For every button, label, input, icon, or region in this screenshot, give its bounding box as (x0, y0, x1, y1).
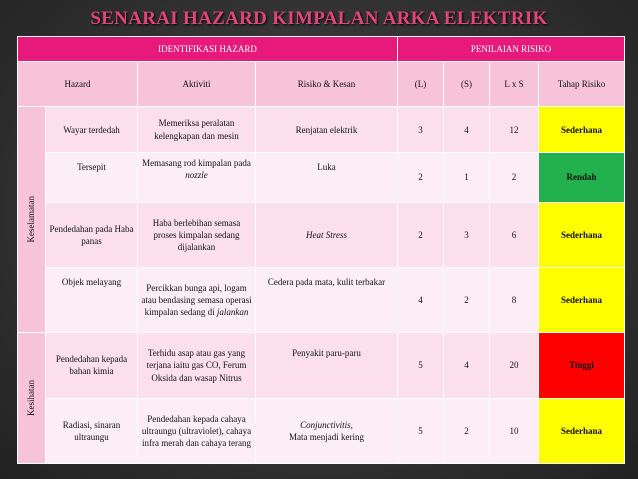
activity-cell: Memeriksa peralatan kelengkapan dan mesin (138, 107, 256, 153)
risk-level-cell: Tinggi (539, 333, 625, 398)
activity-cell (138, 153, 256, 202)
column-risk: Risiko & Kesan (256, 62, 398, 107)
lxs-cell: 8 (490, 267, 539, 332)
lxs-cell: 6 (490, 202, 539, 267)
s-cell: 1 (444, 153, 490, 202)
risk-level-cell: Rendah (539, 153, 625, 202)
l-cell: 5 (398, 333, 444, 398)
table-row (18, 153, 625, 202)
table-row (18, 267, 625, 332)
risk-level-cell: Sederhana (539, 202, 625, 267)
s-cell: 3 (444, 202, 490, 267)
header-assessment: PENILAIAN RISIKO (398, 37, 625, 62)
s-cell: 2 (444, 267, 490, 332)
risk-level-cell: Sederhana (539, 267, 625, 332)
l-cell: 2 (398, 153, 444, 202)
risk-level-cell: Sederhana (539, 398, 625, 463)
activity-text: Memasang rod kimpalan pada (142, 158, 251, 169)
hazard-cell: Tersepit (46, 153, 138, 202)
risk-text-italic: Conjunctivitis, (300, 419, 353, 430)
hazard-cell: Pendedahan kepada bahan kimia (46, 333, 138, 398)
hazard-cell: Wayar terdedah (46, 107, 138, 153)
s-cell: 2 (444, 398, 490, 463)
table-row (18, 333, 625, 398)
hazard-cell: Radiasi, sinaran ultraungu (46, 398, 138, 463)
l-cell: 4 (398, 267, 444, 332)
risk-cell (256, 398, 398, 463)
table-row (18, 398, 625, 463)
category-safety-label: Keselamatan (26, 196, 37, 243)
l-cell: 3 (398, 107, 444, 153)
risk-text: Mata menjadi kering (289, 431, 364, 442)
activity-cell (138, 267, 256, 332)
table-row (18, 202, 625, 267)
lxs-cell: 20 (490, 333, 539, 398)
s-cell: 4 (444, 107, 490, 153)
lxs-cell: 2 (490, 153, 539, 202)
column-activity: Aktiviti (138, 62, 256, 107)
hazard-cell: Objek melayang (46, 267, 138, 332)
header-group-row (18, 37, 625, 62)
l-cell: 2 (398, 202, 444, 267)
risk-cell: Cedera pada mata, kulit terbakar (256, 267, 398, 332)
table-row (18, 107, 625, 153)
category-health (18, 333, 46, 464)
lxs-cell: 12 (490, 107, 539, 153)
column-level: Tahap Risiko (539, 62, 625, 107)
column-lxs: L x S (490, 62, 539, 107)
header-column-row (18, 62, 625, 107)
risk-cell: Renjatan elektrik (256, 107, 398, 153)
column-hazard: Hazard (18, 62, 138, 107)
activity-text-italic: nozzle (185, 170, 208, 181)
lxs-cell: 10 (490, 398, 539, 463)
category-health-label: Kesihatan (26, 380, 37, 417)
category-safety (18, 107, 46, 333)
column-l: (L) (398, 62, 444, 107)
activity-cell: Pendedahan kepada cahaya ultraungu (ultraviolet), cahaya infra merah dan cahaya terang (138, 398, 256, 463)
hazard-cell: Pendedahan pada Haba panas (46, 202, 138, 267)
risk-level-cell: Sederhana (539, 107, 625, 153)
hazard-table (17, 36, 625, 464)
header-identification: IDENTIFIKASI HAZARD (18, 37, 398, 62)
risk-cell: Luka (256, 153, 398, 202)
l-cell: 5 (398, 398, 444, 463)
column-s: (S) (444, 62, 490, 107)
activity-cell: Haba berlebihan semasa proses kimpalan sedang dijalankan (138, 202, 256, 267)
risk-cell: Penyakit paru-paru (256, 333, 398, 398)
risk-cell: Heat Stress (256, 202, 398, 267)
s-cell: 4 (444, 333, 490, 398)
activity-cell: Terhidu asap atau gas yang terjana iaitu gas CO, Ferum Oksida dan wasap Nitrus (138, 333, 256, 398)
activity-text: Percikkan bunga api, logam atau bendasing semasa operasi kimpalan sedang di (141, 282, 252, 318)
activity-text-italic: jalankan (216, 307, 249, 318)
page-title: SENARAI HAZARD KIMPALAN ARKA ELEKTRIK (90, 8, 548, 29)
